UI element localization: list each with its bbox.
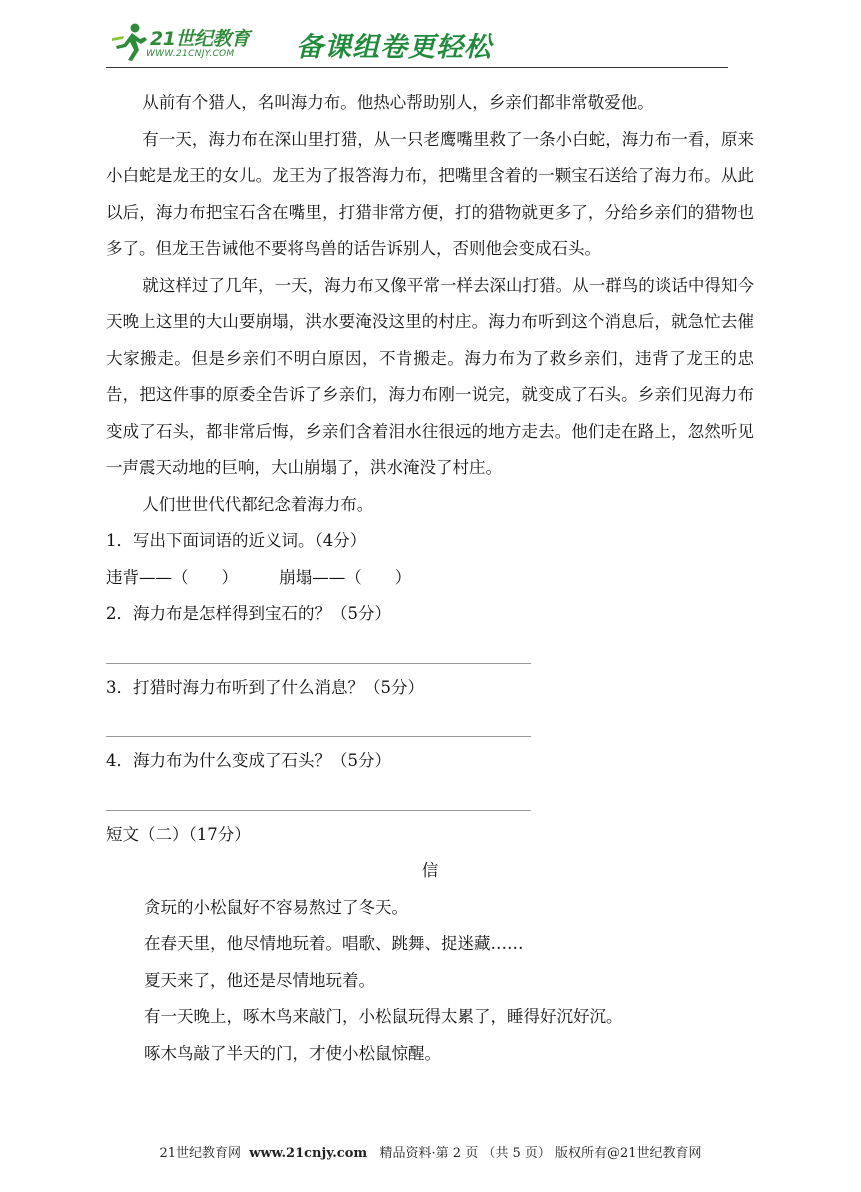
page-header	[106, 18, 728, 70]
document-body	[106, 85, 754, 1072]
logo-name: 21世纪教育	[150, 28, 250, 50]
question-1-blanks[interactable]: 违背——（ ） 崩塌——（ ）	[106, 567, 412, 587]
header-slogan: 备课组卷更轻松	[296, 32, 492, 63]
section2-heading: 短文（二）（17分）	[106, 824, 251, 844]
answer-line-3[interactable]	[106, 706, 531, 743]
footer-page-info: 精品资料·第 2 页 （共 5 页） 版权所有@21世纪教育网	[379, 1146, 702, 1161]
question-3: 3．打猎时海力布听到了什么消息？（5分）	[106, 677, 424, 697]
footer-site: 21世纪教育网	[159, 1146, 241, 1161]
footer-url-link[interactable]: www.21cnjy.com	[249, 1146, 368, 1161]
runner-logo-icon	[110, 22, 150, 62]
question-2: 2．海力布是怎样得到宝石的？（5分）	[106, 604, 391, 623]
story1-paragraph-4: 人们世世代代都纪念着海力布。	[142, 494, 374, 514]
story2-line: 贪玩的小松鼠好不容易熬过了冬天。	[144, 897, 408, 917]
header-divider	[106, 67, 728, 68]
story2-line: 啄木鸟敲了半天的门，才使小松鼠惊醒。	[144, 1043, 441, 1063]
logo-url: WWW.21CNJY.COM	[146, 49, 235, 59]
question-4: 4．海力布为什么变成了石头？（5分）	[106, 751, 391, 770]
story2-line: 有一天晚上，啄木鸟来敲门，小松鼠玩得太累了，睡得好沉好沉。	[144, 1007, 623, 1026]
story1-paragraph-3: 就这样过了几年，一天，海力布又像平常一样去深山打猎。从一群鸟的谈话中得知今天晚上这里的大山要崩塌，洪水要淹没这里的村庄。海力布听到这个消息后，就急忙去催大家搬走。但是乡亲们不明白原因，不肯搬走。海力布为了救乡亲们，违背了龙王的忠告，把这件事的原委全告诉了乡亲们，海力布刚一说完，就变成了石头。乡亲们见海力布变成了石头，都非常后悔，乡亲们含着泪水往很远的地方走去。他们走在路上，忽然听见一声震天动地的巨响，大山崩塌了，洪水淹没了村庄。	[106, 275, 754, 477]
answer-line-4[interactable]	[106, 780, 531, 817]
page-footer	[0, 1142, 861, 1161]
question-1: 1．写出下面词语的近义词。（4分）	[106, 531, 367, 550]
story2-line: 在春天里，他尽情地玩着。唱歌、跳舞、捉迷藏……	[144, 934, 524, 953]
story1-paragraph-2: 有一天，海力布在深山里打猎，从一只老鹰嘴里救了一条小白蛇，海力布一看，原来小白蛇是龙王的女儿。龙王为了报答海力布，把嘴里含着的一颗宝石送给了海力布。从此以后，海力布把宝石含在嘴里，打猎非常方便，打的猎物就更多了，分给乡亲们的猎物也多了。但龙王告诫他不要将鸟兽的话告诉别人，否则他会变成石头。	[106, 129, 754, 258]
story1-paragraph-1: 从前有个猎人，名叫海力布。他热心帮助别人，乡亲们都非常敬爱他。	[142, 93, 654, 112]
story2-line: 夏天来了，他还是尽情地玩着。	[144, 970, 375, 990]
story2-title: 信	[421, 861, 439, 880]
answer-line-2[interactable]	[106, 633, 531, 670]
